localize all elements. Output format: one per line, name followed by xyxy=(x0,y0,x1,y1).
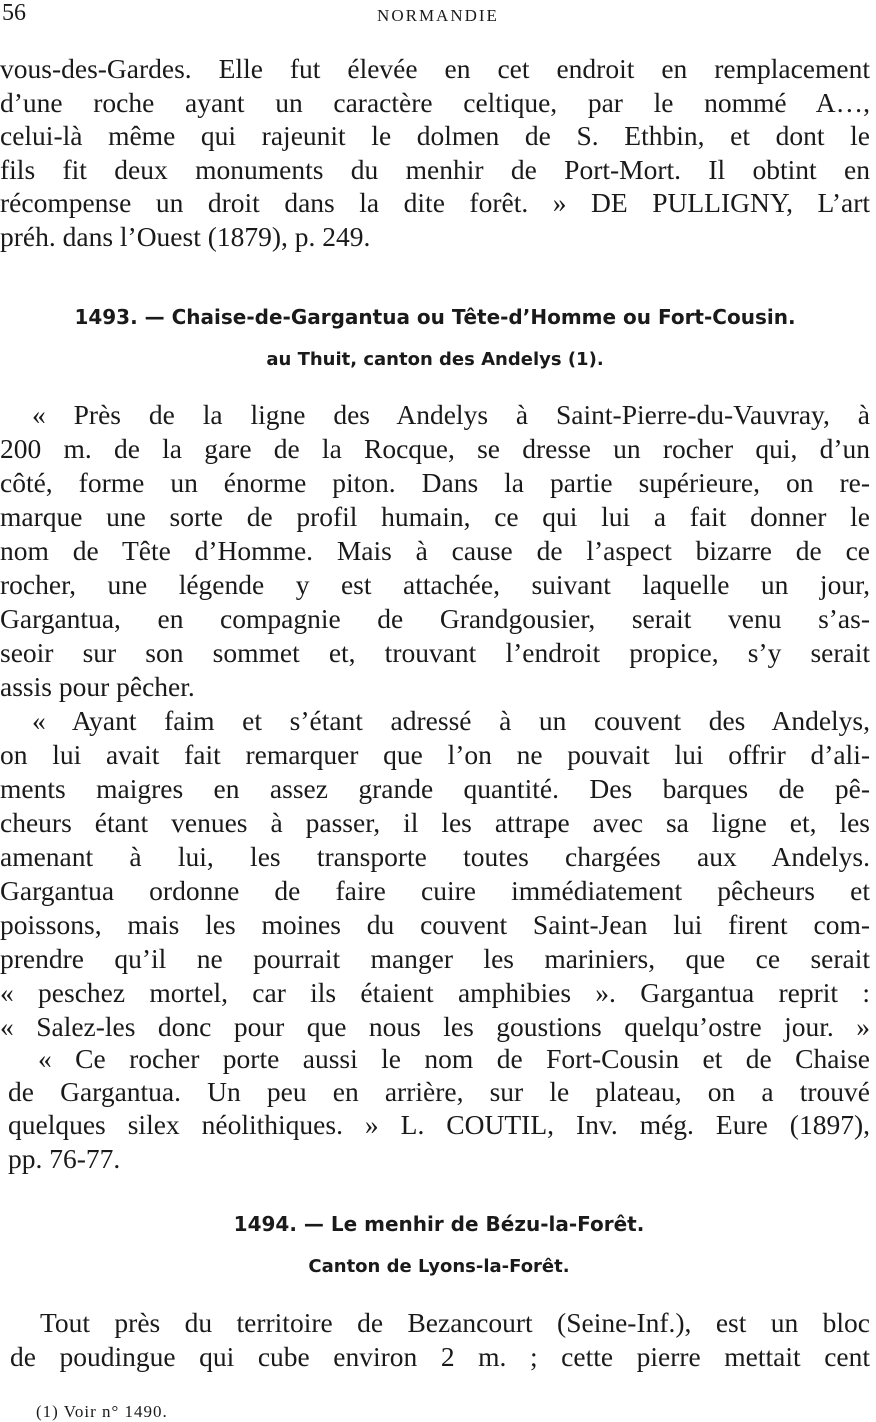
text-line: Gargantua, en compagnie de Grandgousier, serait venu s’as- xyxy=(0,603,870,634)
text-line: préh. dans l’Ouest (1879), p. 249. xyxy=(0,221,371,252)
running-title: NORMANDIE xyxy=(377,6,499,25)
text-line: celui-là même qui rajeunit le dolmen de S. Ethbin, et dont le xyxy=(0,120,870,151)
footnote: (1) Voir n° 1490. xyxy=(36,1402,168,1421)
page-number: 56 xyxy=(2,0,26,26)
text-line: prendre qu’il ne pourrait manger les mariniers, que ce serait xyxy=(0,943,870,974)
text-line: d’une roche ayant un caractère celtique, par le nommé A…, xyxy=(0,87,870,118)
text-line: de Gargantua. Un peu en arrière, sur le plateau, on a trouvé xyxy=(8,1076,870,1107)
text-line: de poudingue qui cube environ 2 m. ; cette pierre mettait cent xyxy=(10,1341,870,1372)
text-line: ments maigres en assez grande quantité. Des barques de pê- xyxy=(0,773,870,804)
section-subtitle: Canton de Lyons-la-Forêt. xyxy=(308,1256,570,1277)
text-line: « Près de la ligne des Andelys à Saint-Pierre-du-Vauvray, à xyxy=(32,399,870,430)
text-line: Tout près du territoire de Bezancourt (Seine-Inf.), est un bloc xyxy=(40,1307,870,1338)
section-title: 1493. — Chaise-de-Gargantua ou Tête-d’Homme ou Fort-Cousin. xyxy=(74,305,796,329)
section-subtitle: au Thuit, canton des Andelys (1). xyxy=(266,349,604,370)
text-line: 200 m. de la gare de la Rocque, se dresse un rocher qui, d’un xyxy=(0,433,870,464)
text-line: côté, forme un énorme piton. Dans la partie supérieure, on re- xyxy=(0,467,870,498)
text-line: rocher, une légende y est attachée, suivant laquelle un jour, xyxy=(0,569,870,600)
text-line: quelques silex néolithiques. » L. COUTIL, Inv. még. Eure (1897), xyxy=(8,1109,870,1140)
text-line: nom de Tête d’Homme. Mais à cause de l’aspect bizarre de ce xyxy=(0,535,870,566)
text-line: seoir sur son sommet et, trouvant l’endroit propice, s’y serait xyxy=(0,637,870,668)
text-line: vous-des-Gardes. Elle fut élevée en cet endroit en remplacement xyxy=(0,53,870,84)
text-line: « Ce rocher porte aussi le nom de Fort-Cousin et de Chaise xyxy=(38,1043,870,1074)
section-title: 1494. — Le menhir de Bézu-la-Forêt. xyxy=(233,1212,645,1236)
text-line: cheurs étant venues à passer, il les attrape avec sa ligne et, les xyxy=(0,807,870,838)
text-line: assis pour pêcher. xyxy=(0,671,195,702)
text-line: poissons, mais les moines du couvent Saint-Jean lui firent com- xyxy=(0,909,870,940)
text-line: Gargantua ordonne de faire cuire immédiatement pêcheurs et xyxy=(0,875,870,906)
page-header xyxy=(0,0,876,34)
text-line: « peschez mortel, car ils étaient amphibies ». Gargantua reprit : xyxy=(0,977,870,1008)
text-line: amenant à lui, les transporte toutes chargées aux Andelys. xyxy=(0,841,870,872)
text-line: on lui avait fait remarquer que l’on ne pouvait lui offrir d’ali- xyxy=(0,739,870,770)
text-line: « Salez-les donc pour que nous les goustions quelqu’ostre jour. » xyxy=(0,1011,870,1042)
text-line: « Ayant faim et s’étant adressé à un couvent des Andelys, xyxy=(32,705,870,736)
text-line: fils fit deux monuments du menhir de Port-Mort. Il obtint en xyxy=(0,154,870,185)
text-line: récompense un droit dans la dite forêt. » DE PULLIGNY, L’art xyxy=(0,187,870,218)
text-line: marque une sorte de profil humain, ce qui lui a fait donner le xyxy=(0,501,870,532)
text-line: pp. 76-77. xyxy=(8,1143,121,1174)
